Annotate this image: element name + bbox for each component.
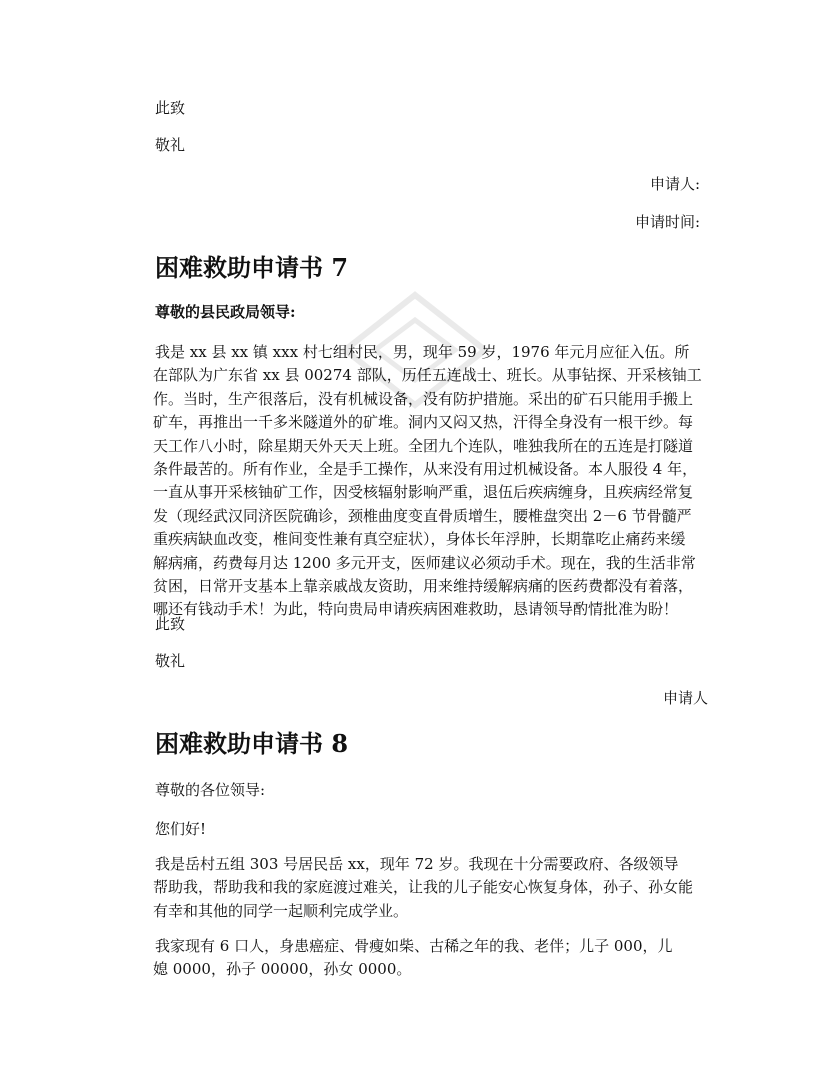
body-line: 一直从事开采核铀矿工作，因受核辐射影响严重，退伍后疾病缠身，且疾病经常复: [153, 483, 694, 502]
body-line: 作。当时，生产很落后，没有机械设备，没有防护措施。采出的矿石只能用手搬上: [153, 389, 694, 408]
body-line: 我家现有 6 口人，身患癌症、骨瘦如柴、古稀之年的我、老伴；儿子 000，儿: [155, 937, 673, 955]
body-line: 哪还有钱动手术！为此，特向贵局申请疾病困难救助，恳请领导酌情批准为盼！: [153, 600, 679, 619]
section-7-closing-1: 此致: [155, 615, 186, 633]
body-line: 有幸和其他的同学一起顺利完成学业。: [153, 901, 409, 920]
section-8-title: 困难救助申请书 8: [155, 729, 349, 758]
date-label: 申请时间:: [634, 213, 700, 231]
body-line: 条件最苦的。所有作业，全是手工操作，从来没有用过机械设备。本人服役 4 年，: [153, 460, 698, 479]
body-line: 我是岳村五组 303 号居民岳 xx，现年 72 岁。我现在十分需要政府、各级领导: [155, 855, 679, 873]
closing-line-1: 此致: [155, 99, 186, 117]
body-line: 我是 xx 县 xx 镇 xxx 村七组村民，男，现年 59 岁，1976 年元月应征入伍。所: [155, 343, 690, 361]
section-7-closing-2: 敬礼: [155, 652, 186, 670]
section-7-title: 困难救助申请书 7: [155, 253, 349, 282]
body-line: 矿车，再推出一千多米隧道外的矿堆。洞内又闷又热，汗得全身没有一根干纱。每: [153, 413, 694, 432]
body-line: 媳 0000，孙子 00000，孙女 0000。: [153, 960, 412, 979]
section-7-applicant: 申请人: [662, 689, 708, 707]
body-line: 贫困，日常开支基本上靠亲戚战友资助，用来维持缓解病痛的医药费都没有着落，: [153, 577, 694, 596]
body-line: 天工作八小时，除星期天外天天上班。全团九个连队，唯独我所在的五连是打隧道: [153, 436, 694, 455]
section-7-body: [155, 341, 700, 622]
body-line: 解病痛，药费每月达 1200 多元开支，医师建议必须动手术。现在，我的生活非常: [153, 553, 696, 572]
section-8-para-2: [155, 935, 700, 982]
body-line: 帮助我，帮助我和我的家庭渡过难关，让我的儿子能安心恢复身体，孙子、孙女能: [153, 878, 694, 897]
section-8-salutation: 尊敬的各位领导:: [155, 781, 266, 799]
body-line: 重疾病缺血改变，椎间变性兼有真空症状），身体长年浮肿，长期靠吃止痛药来缓: [153, 530, 686, 549]
section-8-para-1: [155, 853, 700, 923]
closing-line-2: 敬礼: [155, 136, 186, 154]
body-line: 在部队为广东省 xx 县 00274 部队，历任五连战士、班长。从事钻探、开采核铀工: [153, 366, 702, 385]
applicant-label: 申请人:: [649, 175, 700, 193]
section-8-greeting: 您们好!: [155, 820, 207, 838]
section-7-salutation: 尊敬的县民政局领导:: [155, 303, 296, 321]
body-line: 发（现经武汉同济医院确诊，颈椎曲度变直骨质增生，腰椎盘突出 2－6 节骨髓严: [153, 506, 692, 525]
